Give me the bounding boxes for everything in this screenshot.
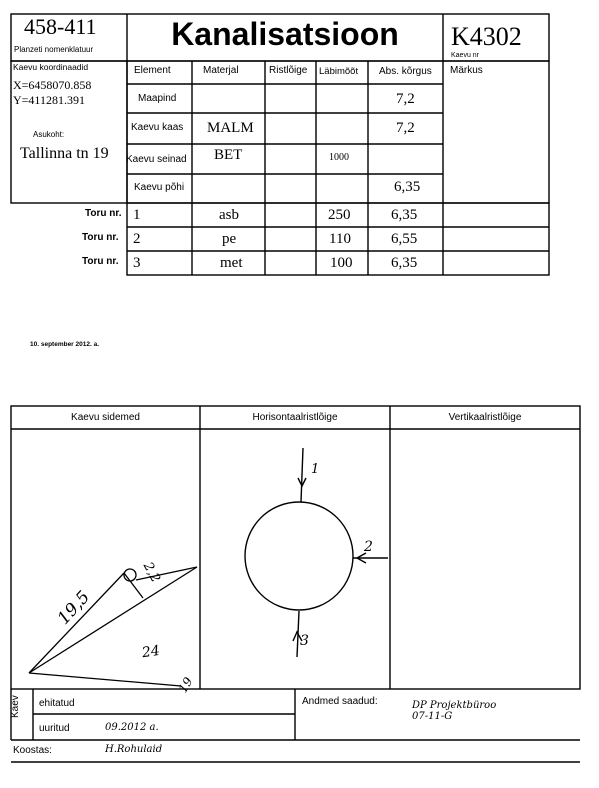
coord-y: Y=411281.391 (13, 93, 85, 107)
location-label: Asukoht: (33, 130, 65, 139)
col-header-element: Element (134, 65, 171, 76)
pipe-diameter: 100 (330, 255, 353, 271)
document-date: 10. september 2012. a. (30, 341, 100, 348)
row-material: MALM (207, 120, 254, 136)
row-material: BET (214, 147, 243, 163)
side-label: Kaev (10, 695, 21, 718)
pipe-number-label: 2 (364, 539, 373, 555)
data-from-code: 07-11-G (412, 711, 453, 722)
well-id-label: Kaevu nr (451, 52, 480, 59)
pipe-number: 3 (133, 255, 141, 271)
built-label: ehitatud (39, 698, 75, 709)
pipe-label: Toru nr. (85, 208, 122, 219)
ties-sketch (29, 567, 197, 686)
pipe-elevation: 6,35 (391, 207, 418, 223)
row-element: Kaevu kaas (131, 122, 184, 133)
tie-distance: 24 (140, 642, 161, 662)
data-from-label: Andmed saadud: (302, 696, 378, 707)
row-element: Kaevu põhi (134, 182, 185, 193)
row-elevation: 6,35 (394, 179, 421, 195)
author-value: H.Rohulaid (105, 744, 163, 755)
pipe-label: Toru nr. (82, 256, 119, 267)
tie-distance: 2,2 (139, 559, 163, 586)
coords-label: Kaevu koordinaadid (13, 62, 89, 72)
row-elevation: 7,2 (396, 120, 415, 136)
tie-distance: 19,5 (53, 587, 95, 629)
col-header-elevation: Abs. kõrgus (379, 66, 432, 77)
pipe-number: 1 (133, 207, 141, 223)
row-element: Maapind (138, 93, 177, 104)
col-header-notes: Märkus (450, 65, 483, 76)
col-header-material: Materjal (203, 65, 239, 76)
pipe-number: 2 (133, 231, 141, 247)
row-diameter: 1000 (329, 152, 349, 163)
section-ties-title: Kaevu sidemed (71, 412, 140, 423)
pipe-number-label: 3 (300, 633, 309, 649)
surveyed-value: 09.2012 a. (105, 722, 159, 733)
page-title: Kanalisatsioon (171, 16, 399, 52)
row-elevation: 7,2 (396, 91, 415, 107)
section-vertical-title: Vertikaalristlõige (448, 412, 522, 423)
pipe-material: met (220, 255, 243, 271)
map-sheet-label: Planzeti nomenklatuur (14, 45, 94, 54)
data-from-value: DP Projektbüroo (412, 700, 497, 711)
pipe-elevation: 6,35 (391, 255, 418, 271)
pipe-elevation: 6,55 (391, 231, 418, 247)
map-sheet-number: 458-411 (24, 14, 97, 39)
location-value: Tallinna tn 19 (20, 145, 109, 162)
section-horizontal-title: Horisontaalristlõige (252, 412, 338, 423)
pipe-number-label: 1 (311, 462, 320, 477)
row-element: Kaevu seinad (126, 154, 187, 165)
col-header-diameter: Läbimõõt (319, 66, 359, 77)
col-header-section: Ristlõige (269, 65, 308, 76)
pipe-diameter: 250 (328, 207, 351, 223)
tie-distance: 19 (175, 674, 196, 696)
surveyed-label: uuritud (39, 723, 70, 734)
well-id: K4302 (451, 22, 522, 51)
coord-x: X=6458070.858 (13, 78, 92, 92)
pipe-material: pe (222, 231, 237, 247)
author-label: Koostas: (13, 745, 52, 756)
pipe-material: asb (219, 207, 239, 223)
pipe-label: Toru nr. (82, 232, 119, 243)
pipe-diameter: 110 (329, 231, 351, 247)
